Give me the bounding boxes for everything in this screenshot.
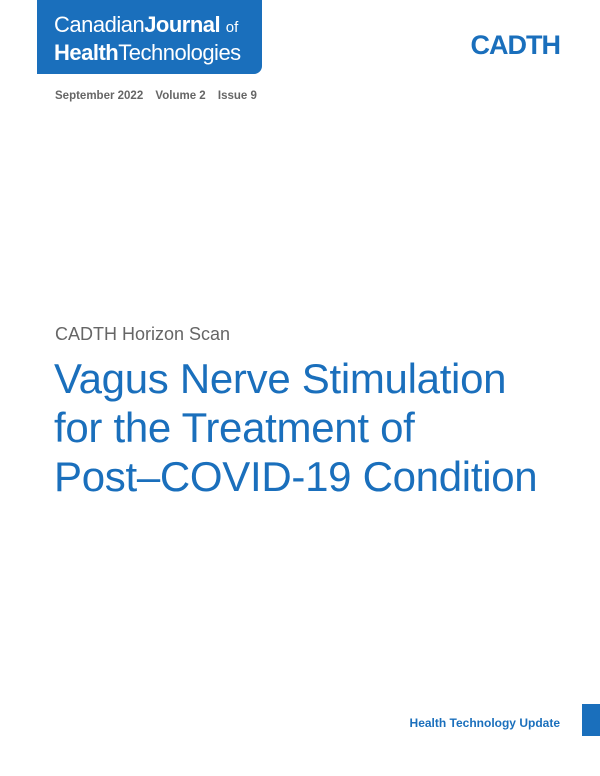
series-label: CADTH Horizon Scan <box>55 324 231 344</box>
journal-word-journal: Journal <box>144 12 221 37</box>
journal-word-canadian: Canadian <box>54 12 145 37</box>
title-line-2: for the Treatment of <box>54 404 415 451</box>
footer-tab <box>582 704 600 736</box>
journal-word-of: of <box>225 19 239 36</box>
title-line-1: Vagus Nerve Stimulation <box>54 355 507 402</box>
footer-label: Health Technology Update <box>409 716 560 730</box>
issue-number: Issue 9 <box>217 90 257 102</box>
issue-date: September 2022 <box>55 90 144 102</box>
issue-info <box>55 90 266 102</box>
cadth-logo: CADTH <box>470 30 560 60</box>
journal-name-line-1 <box>54 12 262 40</box>
page-title <box>54 354 574 501</box>
journal-word-health: Health <box>54 40 119 65</box>
title-line-3: Post–COVID-19 Condition <box>54 453 538 500</box>
journal-word-technologies: Technologies <box>118 40 241 65</box>
issue-volume: Volume 2 <box>155 90 206 102</box>
journal-name-line-2 <box>54 40 262 65</box>
journal-badge <box>37 0 262 74</box>
